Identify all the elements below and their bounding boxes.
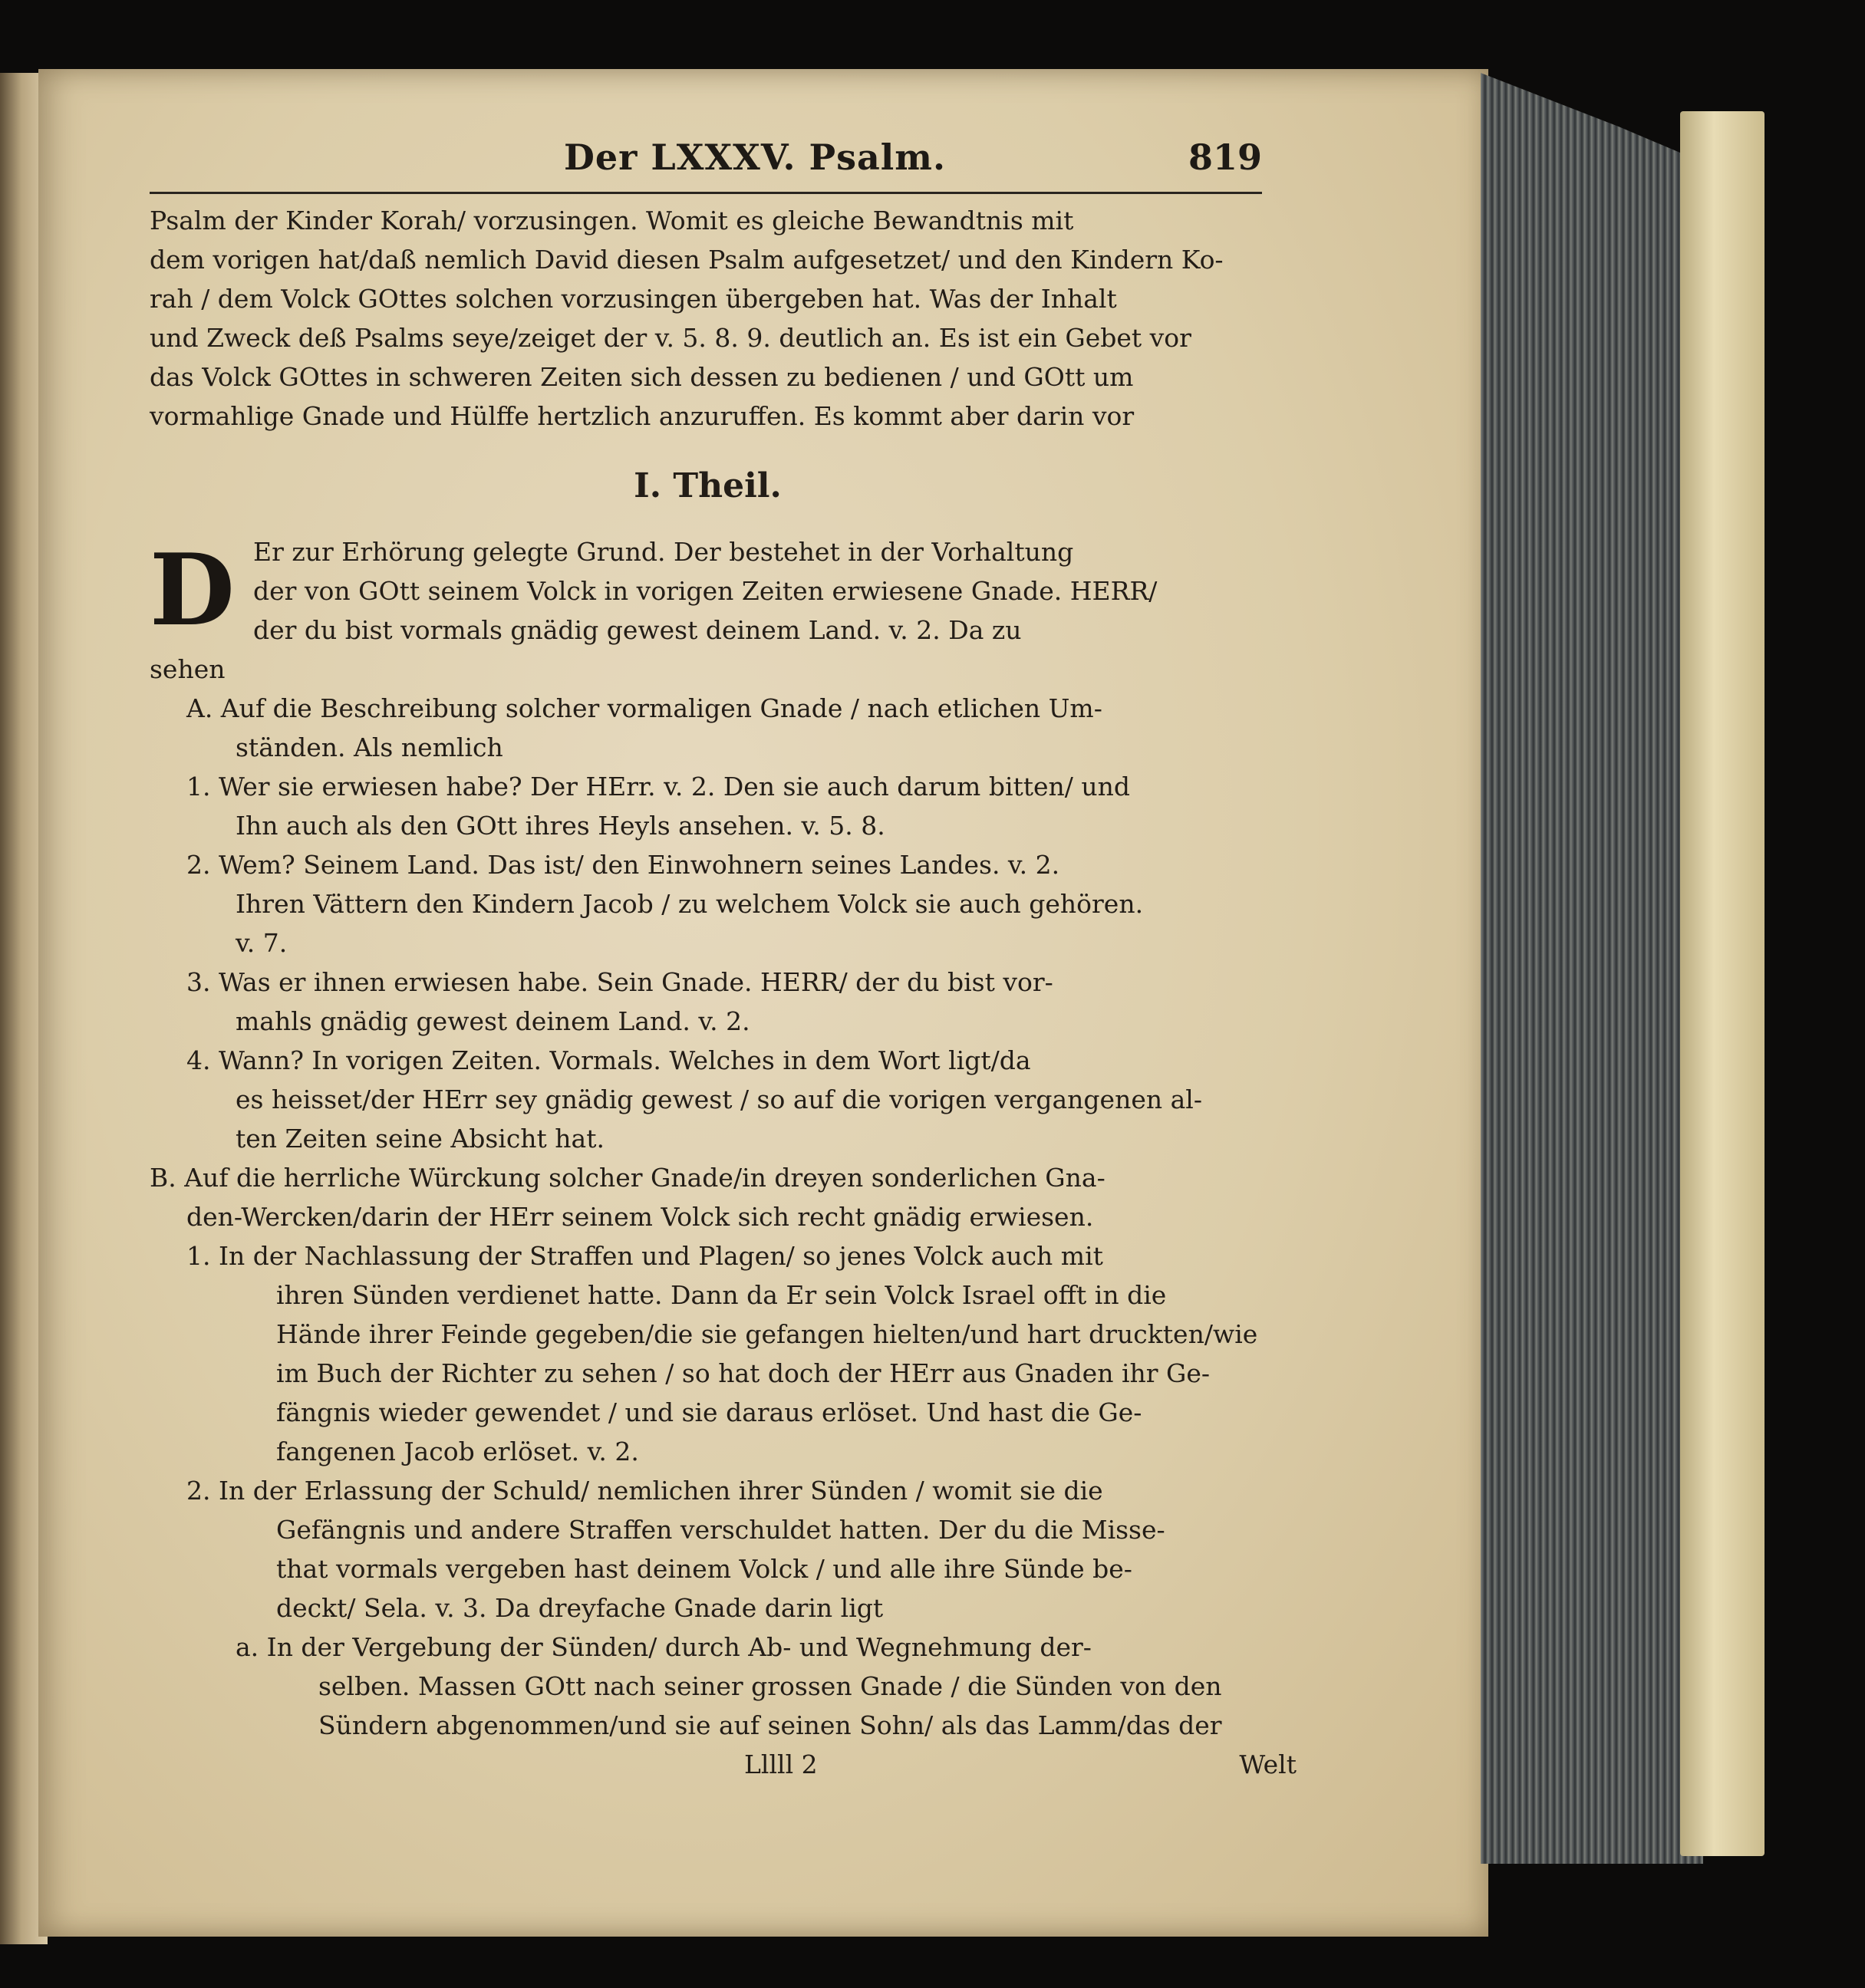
- outline-line: ständen. Als nemlich: [236, 732, 503, 762]
- outline-line: 4. Wann? In vorigen Zeiten. Vormals. Welches in dem Wort ligt/da: [186, 1045, 1031, 1075]
- outline-line: fängnis wieder gewendet / und sie daraus erlöset. Und hast die Ge-: [276, 1397, 1142, 1427]
- page-footer: [150, 1745, 1297, 1784]
- outline-line: 2. In der Erlassung der Schuld/ nemlichen ihrer Sünden / womit sie die: [186, 1476, 1103, 1506]
- outline-line: A. Auf die Beschreibung solcher vormaligen Gnade / nach etlichen Um-: [186, 693, 1102, 723]
- outline-line: Gefängnis und andere Straffen verschuldet hatten. Der du die Misse-: [276, 1515, 1165, 1545]
- header-rule: [150, 192, 1262, 194]
- page-number: 819: [1188, 137, 1262, 178]
- outline-line: mahls gnädig gewest deinem Land. v. 2.: [236, 1006, 750, 1036]
- signature-mark: Lllll 2: [744, 1749, 818, 1779]
- drop-cap-line: der von GOtt seinem Volck in vorigen Zeiten erwiesene Gnade. HERR/: [253, 576, 1158, 606]
- page-block-fore-edge: [1481, 73, 1703, 1864]
- outline-line: es heisset/der HErr sey gnädig gewest / so auf die vorigen vergangenen al-: [236, 1085, 1202, 1114]
- running-header: [150, 137, 1262, 198]
- outline-line: den-Wercken/darin der HErr seinem Volck sich recht gnädig erwiesen.: [186, 1202, 1094, 1232]
- outline-line: selben. Massen GOtt nach seiner grossen Gnade / die Sünden von den: [318, 1671, 1222, 1701]
- intro-line: und Zweck deß Psalms seye/zeiget der v. 5. 8. 9. deutlich an. Es ist ein Gebet vor: [150, 323, 1191, 353]
- outline-line: ihren Sünden verdienet hatte. Dann da Er sein Volck Israel offt in die: [276, 1280, 1167, 1310]
- outline-line: Ihren Vättern den Kindern Jacob / zu welchem Volck sie auch gehören.: [236, 889, 1144, 919]
- drop-cap-line: Er zur Erhörung gelegte Grund. Der bestehet in der Vorhaltung: [253, 537, 1074, 567]
- outline-line: that vormals vergeben hast deinem Volck / und alle ihre Sünde be-: [276, 1554, 1132, 1584]
- outline-line: 2. Wem? Seinem Land. Das ist/ den Einwohnern seines Landes. v. 2.: [186, 850, 1060, 880]
- intro-line: dem vorigen hat/daß nemlich David diesen Psalm aufgesetzet/ und den Kindern Ko-: [150, 245, 1224, 275]
- drop-cap-line: der du bist vormals gnädig gewest deinem Land. v. 2. Da zu: [253, 615, 1022, 645]
- outline-line: B. Auf die herrliche Würckung solcher Gnade/in dreyen sonderlichen Gna-: [150, 1163, 1105, 1193]
- intro-line: Psalm der Kinder Korah/ vorzusingen. Womit es gleiche Bewandtnis mit: [150, 206, 1074, 235]
- page-text: [150, 201, 1297, 1784]
- outline-line: a. In der Vergebung der Sünden/ durch Ab- und Wegnehmung der-: [236, 1632, 1092, 1662]
- drop-cap-initial: D: [150, 533, 235, 648]
- intro-line: das Volck GOttes in schweren Zeiten sich dessen zu bedienen / und GOtt um: [150, 362, 1134, 392]
- outline-line: Ihn auch als den GOtt ihres Heyls ansehen. v. 5. 8.: [236, 811, 885, 841]
- catchword: Welt: [1239, 1749, 1297, 1779]
- intro-line: rah / dem Volck GOttes solchen vorzusingen übergeben hat. Was der Inhalt: [150, 284, 1117, 314]
- outline-line: deckt/ Sela. v. 3. Da dreyfache Gnade darin ligt: [276, 1593, 884, 1623]
- outline-line: 1. Wer sie erwiesen habe? Der HErr. v. 2. Den sie auch darum bitten/ und: [186, 772, 1131, 801]
- outline-line: 3. Was er ihnen erwiesen habe. Sein Gnade. HERR/ der du bist vor-: [186, 967, 1053, 997]
- outline-line: 1. In der Nachlassung der Straffen und Plagen/ so jenes Volck auch mit: [186, 1241, 1103, 1271]
- outline-line: Hände ihrer Feinde gegeben/die sie gefangen hielten/und hart druckten/wie: [276, 1319, 1258, 1349]
- outline-line: sehen: [150, 654, 226, 684]
- outline-line: v. 7.: [236, 928, 288, 958]
- section-heading: I. Theil.: [634, 466, 782, 505]
- outline-line: ten Zeiten seine Absicht hat.: [236, 1124, 605, 1154]
- outline-line: fangenen Jacob erlöset. v. 2.: [276, 1437, 639, 1466]
- outline-line: Sündern abgenommen/und sie auf seinen Sohn/ als das Lamm/das der: [318, 1710, 1222, 1740]
- running-title: Der LXXXV. Psalm.: [564, 137, 946, 178]
- book-cover-edge: [1680, 111, 1765, 1856]
- intro-line: vormahlige Gnade und Hülffe hertzlich anzuruffen. Es kommt aber darin vor: [150, 401, 1135, 431]
- outline-line: im Buch der Richter zu sehen / so hat doch der HErr aus Gnaden ihr Ge-: [276, 1358, 1211, 1388]
- drop-cap-paragraph: [150, 532, 1297, 650]
